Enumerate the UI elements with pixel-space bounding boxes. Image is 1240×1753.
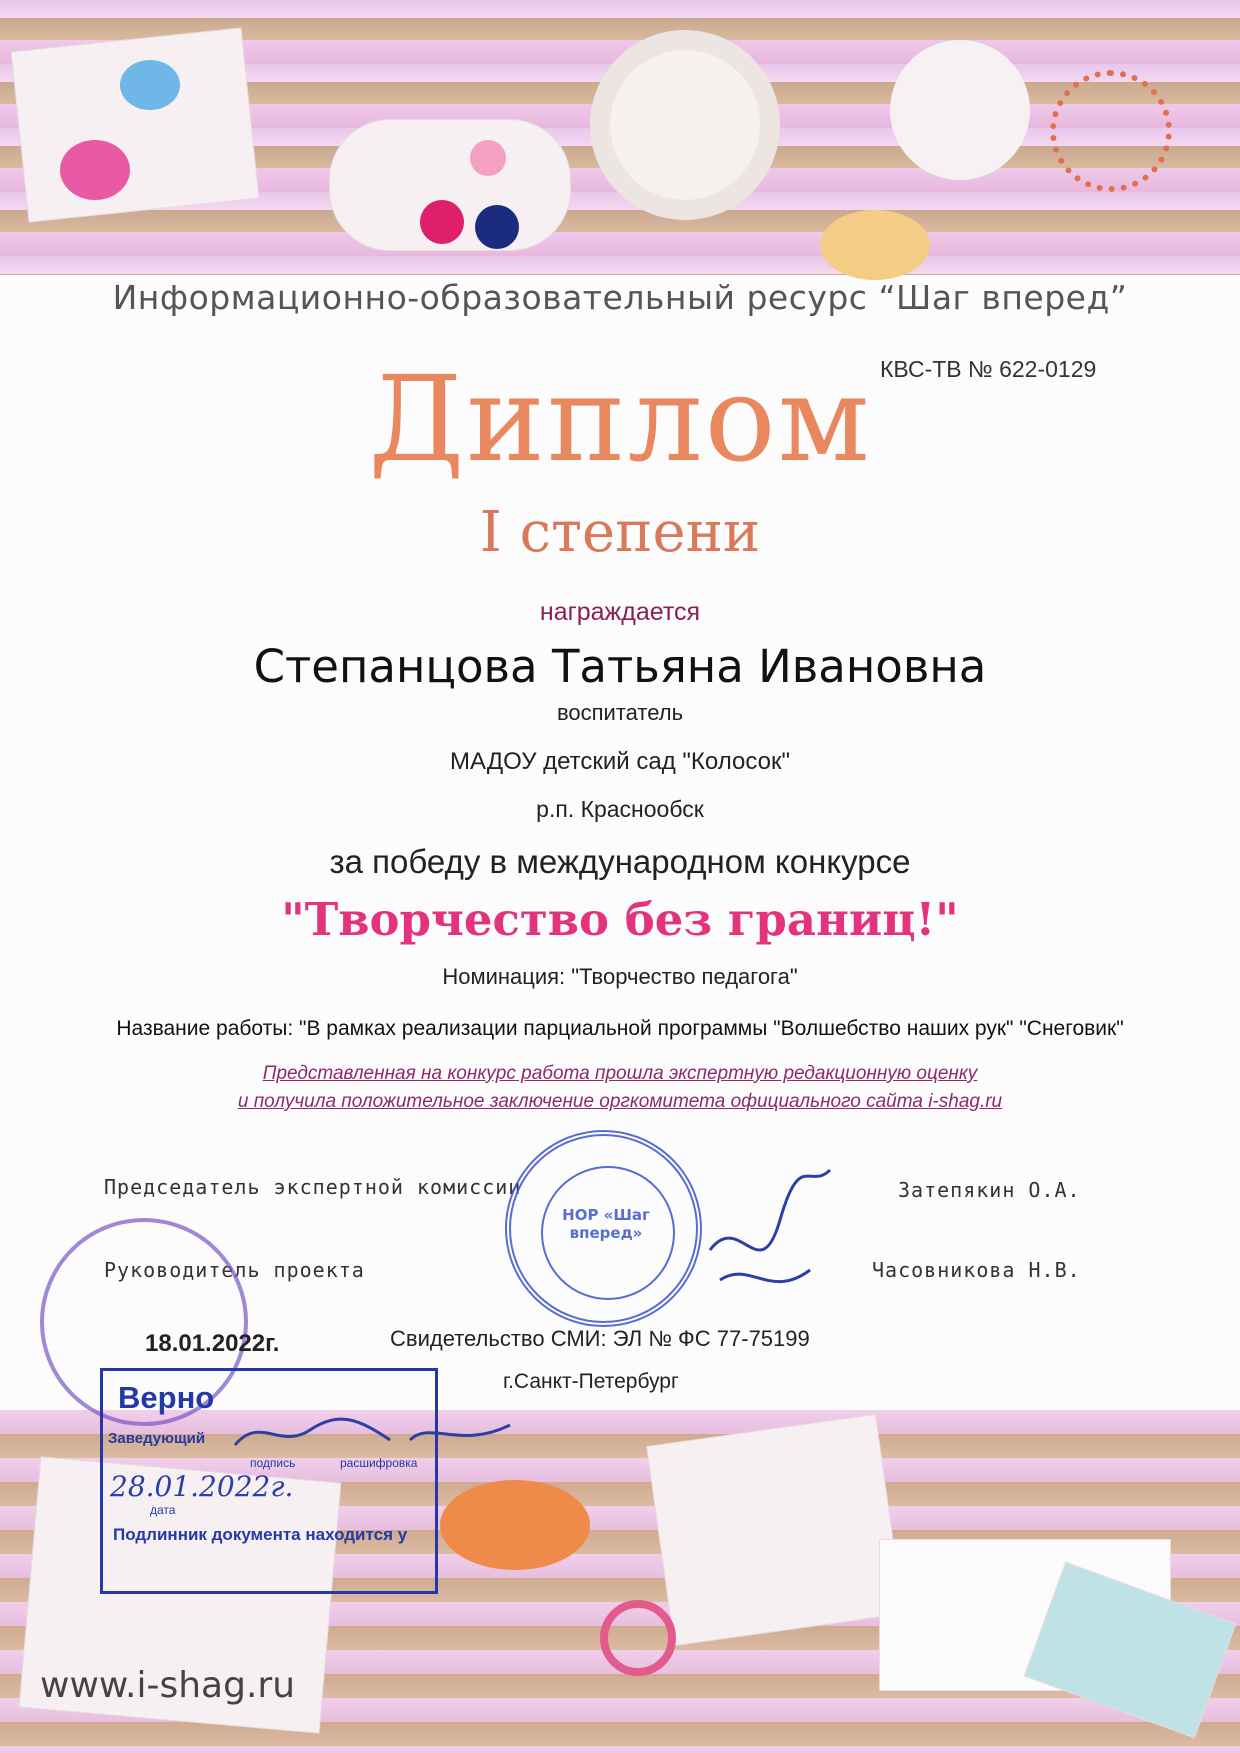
- expert-note: [0, 1060, 1240, 1116]
- chair-label: Председатель экспертной комиссии: [104, 1175, 522, 1199]
- resource-heading: Информационно-образовательный ресурс “Шаг вперед”: [112, 278, 1128, 317]
- certified-label: Верно: [118, 1380, 215, 1415]
- signature-caption: подпись: [250, 1456, 296, 1470]
- yarn-ball-icon: [820, 210, 930, 280]
- recipient-position: воспитатель: [556, 700, 684, 725]
- original-location: Подлинник документа находится у: [113, 1525, 408, 1544]
- signature-head: [230, 1410, 530, 1460]
- victory-statement: за победу в международном конкурсе: [329, 843, 911, 880]
- issue-date: 18.01.2022г.: [145, 1330, 280, 1357]
- contest-name: "Творчество без границ!": [281, 893, 959, 946]
- paint-dot-icon: [470, 140, 506, 176]
- registration-number: КВС-ТВ № 622-0129: [880, 356, 1097, 382]
- scissors-icon: [600, 1600, 676, 1676]
- website-url: www.i-shag.ru: [40, 1665, 296, 1706]
- paint-blob-icon: [60, 140, 130, 200]
- bead-bracelet-icon: [1050, 70, 1172, 192]
- expert-note-line-2: и получила положительное заключение оргкомитета официального сайта i-shag.ru: [237, 1091, 1003, 1112]
- diploma-degree: I степени: [479, 500, 761, 565]
- work-title: Название работы: "В рамках реализации парциальной программы "Волшебство наших рук" "Снеговик": [116, 1017, 1124, 1040]
- top-decorative-banner: [0, 0, 1240, 275]
- tape-roll-icon: [610, 50, 760, 200]
- issue-city: г.Санкт-Петербург: [503, 1370, 679, 1393]
- paint-dot-icon: [420, 200, 464, 244]
- stamp-text: НОР «Шаг вперед»: [562, 1206, 650, 1242]
- head-name: Часовникова Н.В.: [872, 1258, 1081, 1282]
- paper-decoration: [12, 28, 259, 221]
- head-role: Заведующий: [108, 1430, 206, 1447]
- tape-icon: [440, 1480, 590, 1570]
- paper-people-icon: [647, 1415, 903, 1645]
- paint-dot-icon: [475, 205, 519, 249]
- date-caption: дата: [150, 1503, 176, 1517]
- expert-note-line-1: Представленная на конкурс работа прошла экспертную редакционную оценку: [262, 1063, 978, 1084]
- awarded-label: награждается: [539, 598, 701, 626]
- chair-name: Затепякин О.А.: [898, 1178, 1081, 1202]
- beads-plate-icon: [890, 40, 1030, 180]
- media-certificate: Свидетельство СМИ: ЭЛ № ФС 77-75199: [390, 1326, 810, 1351]
- decode-caption: расшифровка: [340, 1456, 418, 1470]
- paper-plane-icon: [1025, 1563, 1235, 1737]
- signature-chair: [700, 1150, 840, 1310]
- recipient-name: Степанцова Татьяна Ивановна: [253, 640, 987, 693]
- handwritten-date: 28.01.2022г.: [110, 1470, 294, 1503]
- organization-round-stamp: [505, 1130, 702, 1327]
- recipient-locality: р.п. Краснообск: [536, 796, 704, 822]
- nomination: Номинация: "Творчество педагога": [442, 964, 798, 989]
- diploma-title: Диплом: [368, 350, 872, 488]
- recipient-organization: МАДОУ детский сад "Колосок": [450, 748, 790, 775]
- head-label: Руководитель проекта: [104, 1258, 365, 1282]
- paint-blob-icon: [120, 60, 180, 110]
